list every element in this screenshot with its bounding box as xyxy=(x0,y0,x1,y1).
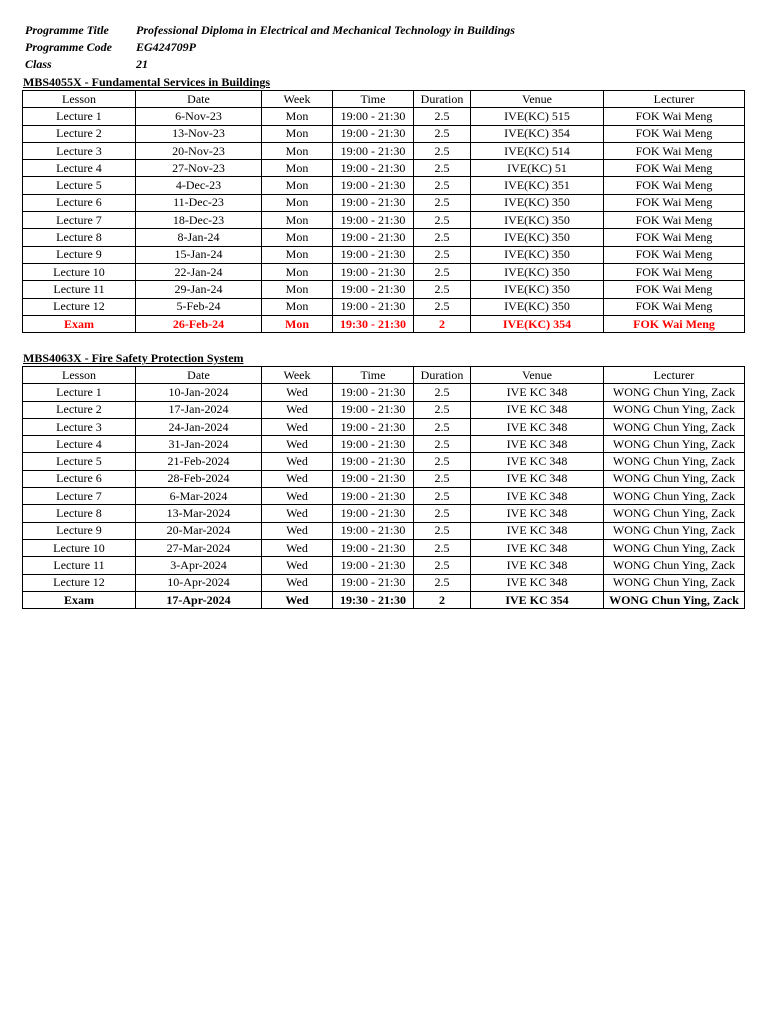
cell-duration: 2 xyxy=(414,315,471,332)
cell-date: 20-Nov-23 xyxy=(136,142,262,159)
cell-time: 19:30 - 21:30 xyxy=(333,315,414,332)
cell-lesson: Lecture 5 xyxy=(23,453,136,470)
cell-week: Wed xyxy=(262,436,333,453)
cell-time: 19:00 - 21:30 xyxy=(333,212,414,229)
cell-lecturer: WONG Chun Ying, Zack xyxy=(604,488,745,505)
table-row xyxy=(23,142,745,159)
table-row xyxy=(23,453,745,470)
cell-time: 19:00 - 21:30 xyxy=(333,557,414,574)
cell-duration: 2.5 xyxy=(414,488,471,505)
cell-lesson: Lecture 10 xyxy=(23,263,136,280)
column-header-week: Week xyxy=(262,91,333,108)
table-row xyxy=(23,539,745,556)
cell-date: 26-Feb-24 xyxy=(136,315,262,332)
cell-lesson: Lecture 11 xyxy=(23,281,136,298)
cell-date: 20-Mar-2024 xyxy=(136,522,262,539)
cell-time: 19:00 - 21:30 xyxy=(333,384,414,401)
table-row xyxy=(23,418,745,435)
cell-lecturer: FOK Wai Meng xyxy=(604,212,745,229)
cell-week: Wed xyxy=(262,453,333,470)
cell-venue: IVE(KC) 350 xyxy=(471,263,604,280)
cell-time: 19:00 - 21:30 xyxy=(333,574,414,591)
programme-title-row xyxy=(25,22,515,39)
module-title-mbs4055x: MBS4055X - Fundamental Services in Buildings xyxy=(23,75,271,89)
cell-week: Mon xyxy=(262,263,333,280)
cell-week: Wed xyxy=(262,522,333,539)
cell-lesson: Lecture 7 xyxy=(23,488,136,505)
cell-date: 29-Jan-24 xyxy=(136,281,262,298)
cell-date: 27-Mar-2024 xyxy=(136,539,262,556)
cell-lecturer: FOK Wai Meng xyxy=(604,125,745,142)
exam-row xyxy=(23,591,745,608)
cell-date: 11-Dec-23 xyxy=(136,194,262,211)
cell-lesson: Lecture 12 xyxy=(23,574,136,591)
cell-week: Mon xyxy=(262,281,333,298)
cell-duration: 2.5 xyxy=(414,263,471,280)
cell-date: 6-Mar-2024 xyxy=(136,488,262,505)
table-row xyxy=(23,246,745,263)
cell-week: Wed xyxy=(262,470,333,487)
cell-time: 19:00 - 21:30 xyxy=(333,488,414,505)
cell-time: 19:00 - 21:30 xyxy=(333,263,414,280)
cell-time: 19:00 - 21:30 xyxy=(333,401,414,418)
cell-venue: IVE KC 348 xyxy=(471,539,604,556)
table-row xyxy=(23,177,745,194)
cell-lesson: Lecture 6 xyxy=(23,470,136,487)
table-header-row xyxy=(23,91,745,108)
column-header-date: Date xyxy=(136,367,262,384)
cell-lecturer: WONG Chun Ying, Zack xyxy=(604,436,745,453)
table-header-row xyxy=(23,367,745,384)
cell-duration: 2.5 xyxy=(414,505,471,522)
cell-duration: 2.5 xyxy=(414,142,471,159)
table-row xyxy=(23,263,745,280)
cell-venue: IVE KC 348 xyxy=(471,505,604,522)
cell-time: 19:00 - 21:30 xyxy=(333,470,414,487)
cell-time: 19:00 - 21:30 xyxy=(333,177,414,194)
class-row xyxy=(25,56,515,73)
cell-week: Wed xyxy=(262,418,333,435)
cell-week: Mon xyxy=(262,246,333,263)
table-row xyxy=(23,488,745,505)
table-row xyxy=(23,401,745,418)
cell-date: 18-Dec-23 xyxy=(136,212,262,229)
cell-lesson: Lecture 9 xyxy=(23,246,136,263)
cell-lecturer: WONG Chun Ying, Zack xyxy=(604,505,745,522)
cell-lecturer: WONG Chun Ying, Zack xyxy=(604,557,745,574)
table-row xyxy=(23,160,745,177)
cell-week: Wed xyxy=(262,505,333,522)
cell-week: Wed xyxy=(262,384,333,401)
cell-lecturer: FOK Wai Meng xyxy=(604,142,745,159)
column-header-venue: Venue xyxy=(471,91,604,108)
cell-date: 22-Jan-24 xyxy=(136,263,262,280)
cell-time: 19:00 - 21:30 xyxy=(333,108,414,125)
cell-lecturer: WONG Chun Ying, Zack xyxy=(604,401,745,418)
column-header-time: Time xyxy=(333,91,414,108)
cell-venue: IVE KC 348 xyxy=(471,574,604,591)
cell-date: 6-Nov-23 xyxy=(136,108,262,125)
cell-lesson: Lecture 2 xyxy=(23,401,136,418)
cell-lecturer: WONG Chun Ying, Zack xyxy=(604,470,745,487)
cell-lesson: Lecture 5 xyxy=(23,177,136,194)
cell-venue: IVE KC 348 xyxy=(471,436,604,453)
cell-week: Mon xyxy=(262,229,333,246)
cell-venue: IVE(KC) 515 xyxy=(471,108,604,125)
cell-lesson: Lecture 12 xyxy=(23,298,136,315)
cell-lecturer: FOK Wai Meng xyxy=(604,281,745,298)
cell-date: 3-Apr-2024 xyxy=(136,557,262,574)
cell-time: 19:00 - 21:30 xyxy=(333,505,414,522)
cell-venue: IVE KC 348 xyxy=(471,470,604,487)
cell-time: 19:00 - 21:30 xyxy=(333,522,414,539)
table-row xyxy=(23,125,745,142)
cell-week: Wed xyxy=(262,539,333,556)
cell-lecturer: FOK Wai Meng xyxy=(604,108,745,125)
cell-lesson: Lecture 1 xyxy=(23,384,136,401)
cell-lecturer: FOK Wai Meng xyxy=(604,246,745,263)
cell-duration: 2.5 xyxy=(414,384,471,401)
cell-venue: IVE(KC) 354 xyxy=(471,315,604,332)
cell-lesson: Lecture 1 xyxy=(23,108,136,125)
column-header-venue: Venue xyxy=(471,367,604,384)
table-row xyxy=(23,108,745,125)
cell-time: 19:00 - 21:30 xyxy=(333,453,414,470)
cell-duration: 2.5 xyxy=(414,539,471,556)
cell-date: 31-Jan-2024 xyxy=(136,436,262,453)
cell-time: 19:00 - 21:30 xyxy=(333,436,414,453)
cell-week: Mon xyxy=(262,108,333,125)
cell-lecturer: WONG Chun Ying, Zack xyxy=(604,574,745,591)
cell-duration: 2.5 xyxy=(414,574,471,591)
table-row xyxy=(23,470,745,487)
cell-time: 19:00 - 21:30 xyxy=(333,160,414,177)
cell-lesson: Lecture 4 xyxy=(23,436,136,453)
cell-time: 19:00 - 21:30 xyxy=(333,142,414,159)
cell-duration: 2.5 xyxy=(414,160,471,177)
cell-venue: IVE KC 348 xyxy=(471,418,604,435)
cell-date: 15-Jan-24 xyxy=(136,246,262,263)
cell-time: 19:00 - 21:30 xyxy=(333,298,414,315)
cell-duration: 2.5 xyxy=(414,401,471,418)
cell-lesson: Lecture 9 xyxy=(23,522,136,539)
cell-week: Mon xyxy=(262,194,333,211)
cell-venue: IVE KC 348 xyxy=(471,488,604,505)
cell-venue: IVE(KC) 350 xyxy=(471,281,604,298)
table-row xyxy=(23,505,745,522)
cell-lesson: Exam xyxy=(23,315,136,332)
cell-date: 10-Jan-2024 xyxy=(136,384,262,401)
cell-date: 21-Feb-2024 xyxy=(136,453,262,470)
table-row xyxy=(23,194,745,211)
cell-venue: IVE KC 348 xyxy=(471,557,604,574)
cell-lecturer: WONG Chun Ying, Zack xyxy=(604,522,745,539)
table-row xyxy=(23,436,745,453)
cell-date: 4-Dec-23 xyxy=(136,177,262,194)
cell-date: 28-Feb-2024 xyxy=(136,470,262,487)
cell-venue: IVE KC 348 xyxy=(471,522,604,539)
cell-week: Mon xyxy=(262,125,333,142)
cell-date: 5-Feb-24 xyxy=(136,298,262,315)
programme-title-value: Professional Diploma in Electrical and Mechanical Technology in Buildings xyxy=(136,23,515,37)
cell-lesson: Lecture 8 xyxy=(23,229,136,246)
cell-time: 19:30 - 21:30 xyxy=(333,591,414,608)
cell-lesson: Lecture 3 xyxy=(23,418,136,435)
cell-duration: 2.5 xyxy=(414,212,471,229)
cell-time: 19:00 - 21:30 xyxy=(333,539,414,556)
cell-lesson: Exam xyxy=(23,591,136,608)
cell-venue: IVE KC 348 xyxy=(471,453,604,470)
cell-lesson: Lecture 3 xyxy=(23,142,136,159)
cell-week: Wed xyxy=(262,557,333,574)
cell-date: 13-Nov-23 xyxy=(136,125,262,142)
cell-duration: 2.5 xyxy=(414,229,471,246)
cell-week: Wed xyxy=(262,401,333,418)
cell-venue: IVE KC 354 xyxy=(471,591,604,608)
table-row xyxy=(23,229,745,246)
cell-time: 19:00 - 21:30 xyxy=(333,229,414,246)
programme-code-row xyxy=(25,39,515,56)
cell-lecturer: WONG Chun Ying, Zack xyxy=(604,384,745,401)
cell-lesson: Lecture 10 xyxy=(23,539,136,556)
cell-week: Mon xyxy=(262,177,333,194)
cell-lesson: Lecture 2 xyxy=(23,125,136,142)
module-title-mbs4063x: MBS4063X - Fire Safety Protection System xyxy=(23,351,244,365)
cell-duration: 2.5 xyxy=(414,108,471,125)
cell-venue: IVE(KC) 350 xyxy=(471,212,604,229)
cell-lesson: Lecture 4 xyxy=(23,160,136,177)
cell-week: Mon xyxy=(262,142,333,159)
class-value: 21 xyxy=(136,57,148,71)
cell-week: Wed xyxy=(262,574,333,591)
cell-duration: 2.5 xyxy=(414,194,471,211)
cell-duration: 2.5 xyxy=(414,418,471,435)
table-row xyxy=(23,557,745,574)
exam-row xyxy=(23,315,745,332)
cell-lecturer: WONG Chun Ying, Zack xyxy=(604,591,745,608)
programme-code-value: EG424709P xyxy=(136,40,196,54)
cell-date: 8-Jan-24 xyxy=(136,229,262,246)
cell-duration: 2.5 xyxy=(414,246,471,263)
table-row xyxy=(23,212,745,229)
table-row xyxy=(23,522,745,539)
cell-duration: 2.5 xyxy=(414,453,471,470)
table-row xyxy=(23,574,745,591)
cell-week: Mon xyxy=(262,315,333,332)
cell-lecturer: FOK Wai Meng xyxy=(604,298,745,315)
cell-time: 19:00 - 21:30 xyxy=(333,194,414,211)
cell-lesson: Lecture 11 xyxy=(23,557,136,574)
cell-date: 17-Apr-2024 xyxy=(136,591,262,608)
table-row xyxy=(23,384,745,401)
cell-date: 17-Jan-2024 xyxy=(136,401,262,418)
cell-lesson: Lecture 7 xyxy=(23,212,136,229)
cell-lecturer: FOK Wai Meng xyxy=(604,160,745,177)
schedule-table-mbs4055x xyxy=(22,90,745,333)
class-label: Class xyxy=(25,57,52,71)
cell-time: 19:00 - 21:30 xyxy=(333,246,414,263)
programme-title-label: Programme Title xyxy=(25,23,109,37)
column-header-lecturer: Lecturer xyxy=(604,367,745,384)
column-header-lesson: Lesson xyxy=(23,367,136,384)
cell-week: Mon xyxy=(262,212,333,229)
cell-time: 19:00 - 21:30 xyxy=(333,281,414,298)
cell-venue: IVE(KC) 350 xyxy=(471,298,604,315)
cell-venue: IVE(KC) 514 xyxy=(471,142,604,159)
column-header-lesson: Lesson xyxy=(23,91,136,108)
programme-header xyxy=(25,22,515,73)
column-header-time: Time xyxy=(333,367,414,384)
cell-date: 13-Mar-2024 xyxy=(136,505,262,522)
cell-venue: IVE(KC) 350 xyxy=(471,194,604,211)
cell-date: 24-Jan-2024 xyxy=(136,418,262,435)
cell-venue: IVE(KC) 351 xyxy=(471,177,604,194)
schedule-table-mbs4063x xyxy=(22,366,745,609)
cell-week: Mon xyxy=(262,298,333,315)
cell-week: Wed xyxy=(262,591,333,608)
column-header-week: Week xyxy=(262,367,333,384)
cell-lesson: Lecture 8 xyxy=(23,505,136,522)
cell-venue: IVE(KC) 350 xyxy=(471,229,604,246)
cell-duration: 2.5 xyxy=(414,298,471,315)
column-header-duration: Duration xyxy=(414,91,471,108)
cell-venue: IVE(KC) 51 xyxy=(471,160,604,177)
column-header-lecturer: Lecturer xyxy=(604,91,745,108)
cell-lecturer: WONG Chun Ying, Zack xyxy=(604,539,745,556)
column-header-duration: Duration xyxy=(414,367,471,384)
cell-lecturer: FOK Wai Meng xyxy=(604,229,745,246)
cell-lecturer: FOK Wai Meng xyxy=(604,194,745,211)
cell-venue: IVE KC 348 xyxy=(471,384,604,401)
cell-duration: 2.5 xyxy=(414,177,471,194)
cell-duration: 2.5 xyxy=(414,125,471,142)
cell-date: 27-Nov-23 xyxy=(136,160,262,177)
cell-lecturer: FOK Wai Meng xyxy=(604,177,745,194)
cell-venue: IVE(KC) 354 xyxy=(471,125,604,142)
cell-week: Wed xyxy=(262,488,333,505)
column-header-date: Date xyxy=(136,91,262,108)
cell-time: 19:00 - 21:30 xyxy=(333,125,414,142)
cell-duration: 2.5 xyxy=(414,470,471,487)
cell-duration: 2.5 xyxy=(414,281,471,298)
cell-lesson: Lecture 6 xyxy=(23,194,136,211)
cell-duration: 2.5 xyxy=(414,436,471,453)
table-row xyxy=(23,298,745,315)
cell-duration: 2.5 xyxy=(414,557,471,574)
cell-venue: IVE KC 348 xyxy=(471,401,604,418)
cell-lecturer: FOK Wai Meng xyxy=(604,315,745,332)
cell-duration: 2 xyxy=(414,591,471,608)
programme-code-label: Programme Code xyxy=(25,40,112,54)
cell-venue: IVE(KC) 350 xyxy=(471,246,604,263)
table-row xyxy=(23,281,745,298)
cell-week: Mon xyxy=(262,160,333,177)
cell-duration: 2.5 xyxy=(414,522,471,539)
cell-lecturer: WONG Chun Ying, Zack xyxy=(604,453,745,470)
cell-lecturer: WONG Chun Ying, Zack xyxy=(604,418,745,435)
cell-time: 19:00 - 21:30 xyxy=(333,418,414,435)
cell-lecturer: FOK Wai Meng xyxy=(604,263,745,280)
cell-date: 10-Apr-2024 xyxy=(136,574,262,591)
